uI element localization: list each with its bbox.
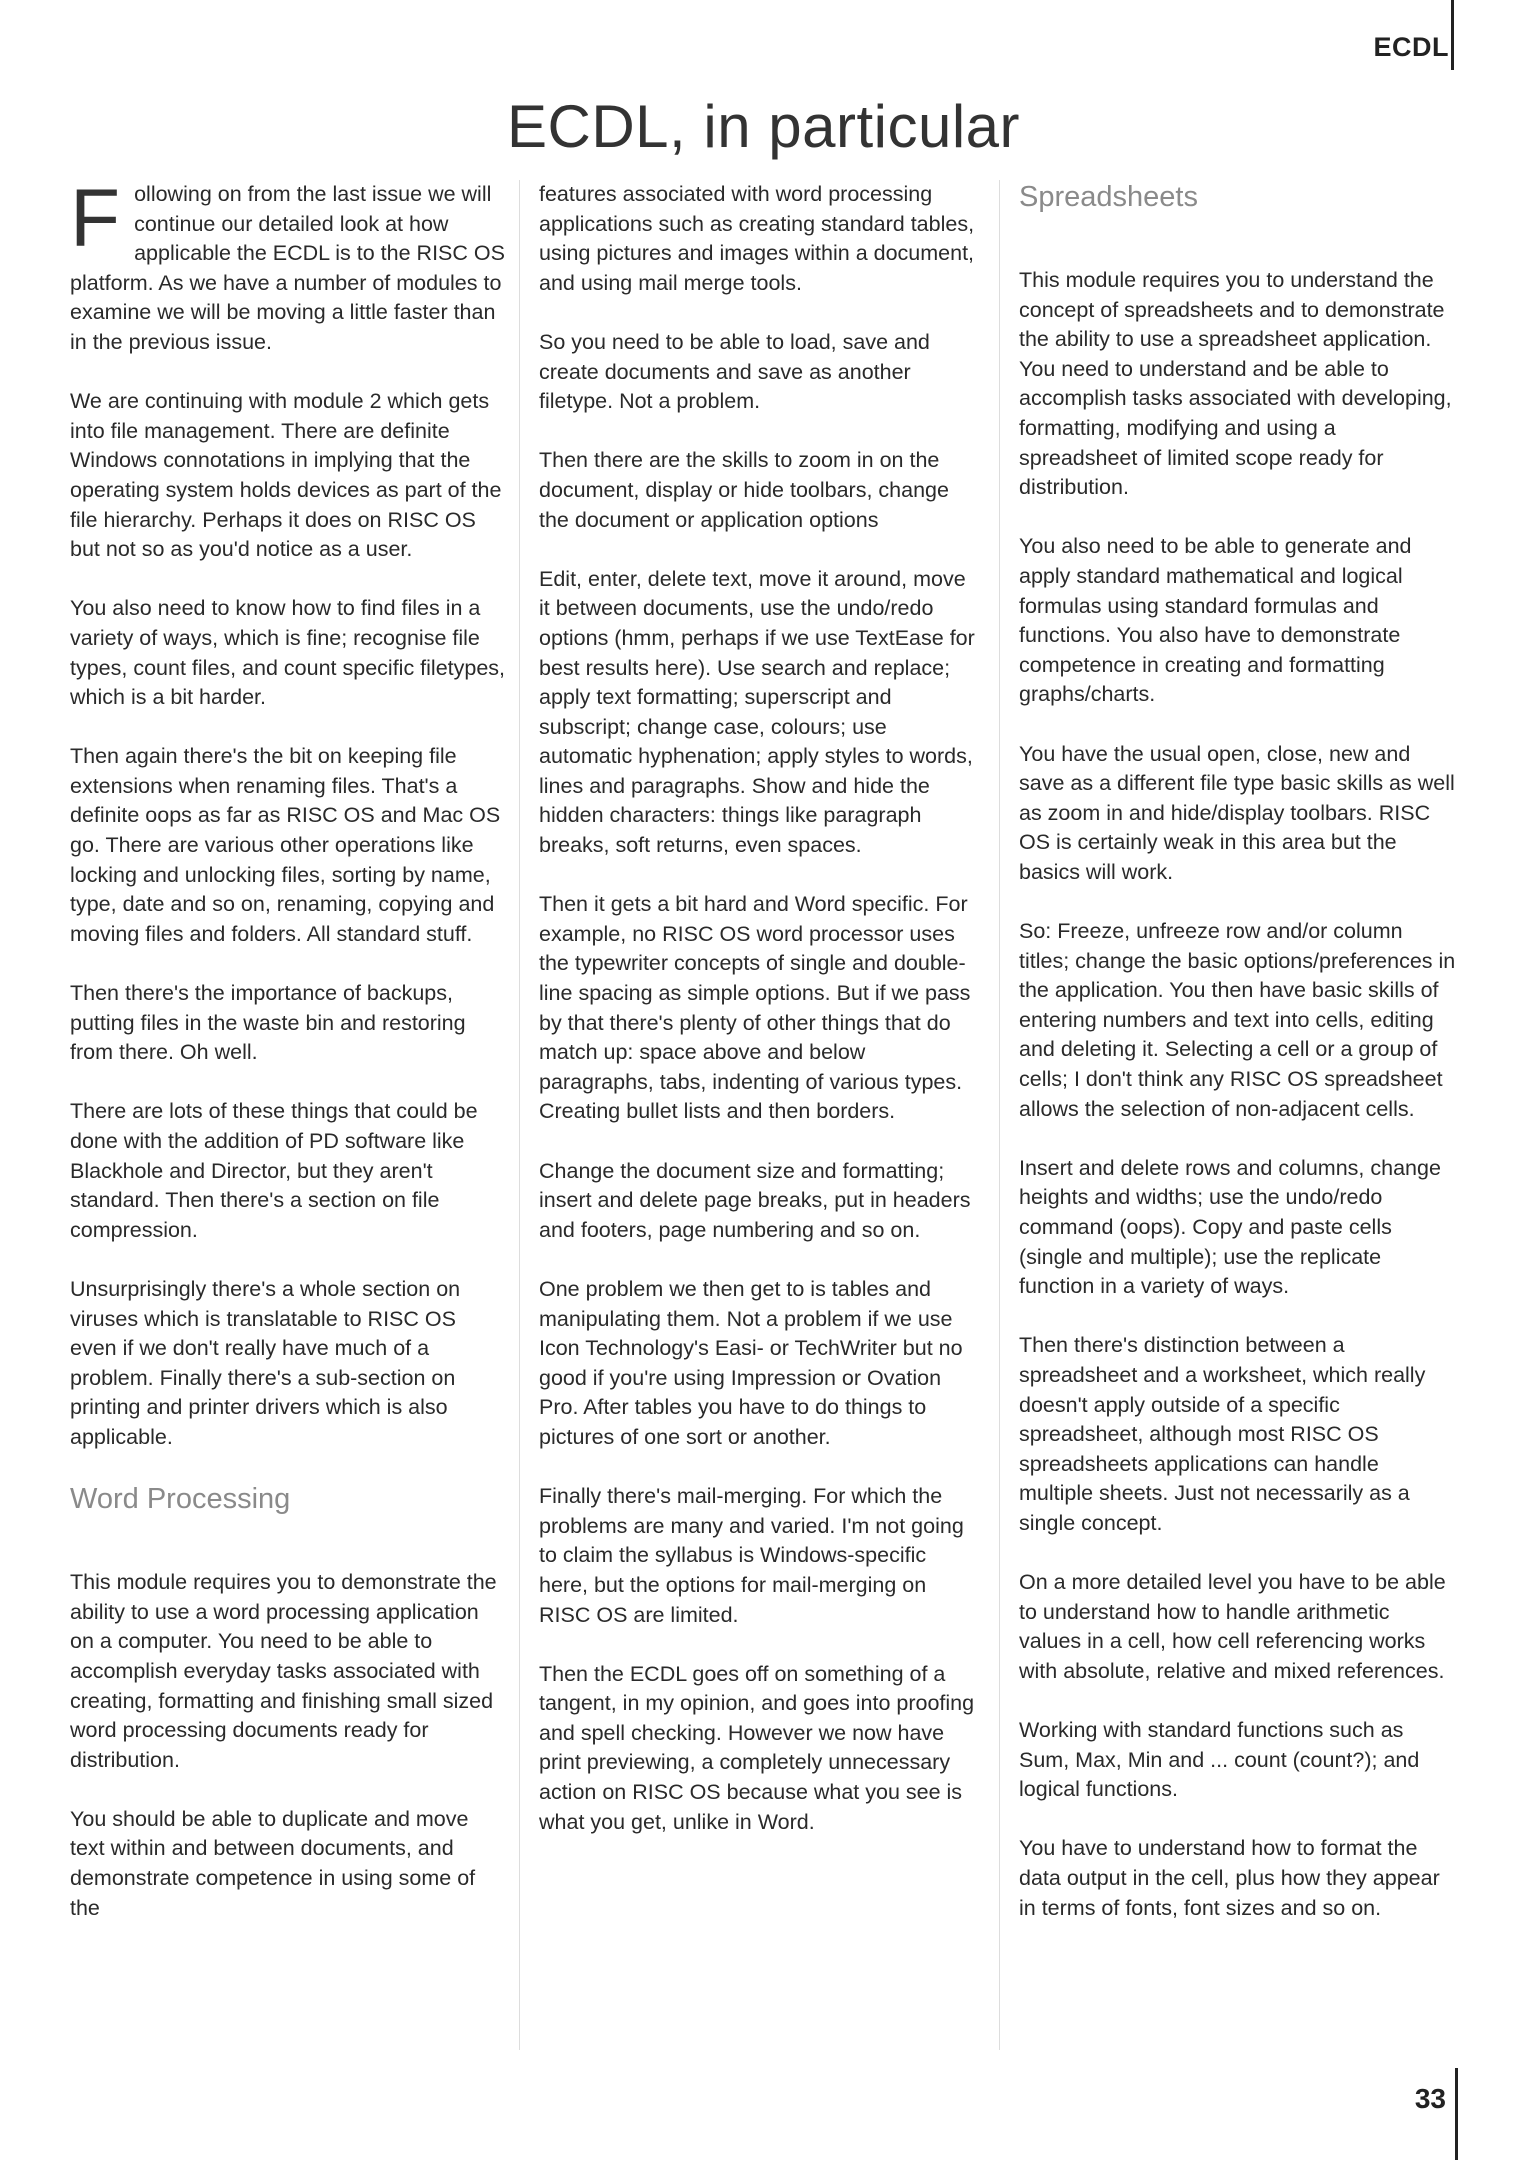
page-number: 33 <box>1414 2083 1446 2114</box>
paragraph: Edit, enter, delete text, move it around, move it between documents, use the undo/redo options (hmm, perhaps if we use TextEase for best results here). Use search and replace; apply text formatting; superscript and subscript; change case, colours; use automatic hyphenation; apply styles to words, lines and paragraphs. Show and hide the hidden characters: things like paragraph breaks, soft returns, even spaces. <box>539 566 975 858</box>
paragraph-text: ollowing on from the last issue we will continue our detailed look at how applicable the ECDL is to the RISC OS platform. As we have a number of modules to examine we will be moving a little faster than in the previous issue. <box>70 182 505 354</box>
footer-rule <box>1455 2068 1458 2160</box>
paragraph: Then it gets a bit hard and Word specific. For example, no RISC OS word processor uses the typewriter concepts of single and double-line spacing as simple options. But if we pass by that there's plenty of other things that do match up: space above and below paragraphs, tabs, indenting of various types. Creating bullet lists and then borders. <box>539 892 971 1124</box>
paragraph: We are continuing with module 2 which gets into file management. There are definite Windows connotations in implying that the operating system holds devices as part of the file hierarchy. Perhaps it does on RISC OS but not so as you'd notice as a user. <box>70 389 502 562</box>
paragraph: You also need to be able to generate and apply standard mathematical and logical formulas using standard formulas and functions. You also have to demonstrate competence in creating and formatting graphs/charts. <box>1019 534 1412 707</box>
paragraph: This module requires you to understand the concept of spreadsheets and to demonstrate the ability to use a spreadsheet application. You need to understand and be able to accomplish tasks associated with developing, formatting, modifying and using a spreadsheet of limited scope ready for distribution. <box>1019 268 1452 500</box>
paragraph: Then the ECDL goes off on something of a tangent, in my opinion, and goes into proofing and spell checking. However we now have print previewing, a completely unnecessary action on RISC OS because what you see is what you get, unlike in Word. <box>539 1661 975 1834</box>
paragraph: One problem we then get to is tables and manipulating them. Not a problem if we use Icon Technology's Easi- or TechWriter but no good if you're using Impression or Ovation Pro. After tables you have to do things to pictures of one sort or another. <box>539 1276 963 1449</box>
paragraph: Finally there's mail-merging. For which the problems are many and varied. I'm not going to claim the syllabus is Windows-specific here, but the options for mail-merging on RISC OS are limited. <box>539 1484 964 1627</box>
paragraph: On a more detailed level you have to be able to understand how to handle arithmetic values in a cell, how cell referencing works with absolute, relative and mixed references. <box>1019 1570 1446 1683</box>
paragraph: You have the usual open, close, new and save as a different file type basic skills as well as zoom in and hide/display toolbars. RISC OS is certainly weak in this area but the basics will work. <box>1019 741 1455 884</box>
paragraph: You also need to know how to find files in a variety of ways, which is fine; recognise file types, count files, and count specific filetypes, which is a bit harder. <box>70 596 506 710</box>
section-heading: Word Processing <box>70 1483 291 1516</box>
paragraph: There are lots of these things that could be done with the addition of PD software like Blackhole and Director, but they aren't standard. Then there's a section on file compression. <box>70 1099 478 1242</box>
section-heading: Spreadsheets <box>1019 181 1198 213</box>
column-divider <box>519 180 520 2050</box>
article-column-2 <box>539 180 976 1867</box>
paragraph: Insert and delete rows and columns, change heights and widths; use the undo/redo command (oops). Copy and paste cells (single and multiple); use the replicate function in a variety of ways. <box>1019 1155 1441 1299</box>
paragraph: features associated with word processing applications such as creating standard tables, using pictures and images within a document, and using mail merge tools. <box>539 182 975 295</box>
header-rule <box>1451 0 1454 70</box>
paragraph: So you need to be able to load, save and create documents and save as another filetype. Not a problem. <box>539 329 930 414</box>
page-title: ECDL, in particular <box>506 93 1021 160</box>
paragraph <box>70 173 507 358</box>
paragraph: This module requires you to demonstrate the ability to use a word processing application on a computer. You need to be able to accomplish everyday tasks associated with creating, formatting and finishing small sized word processing documents ready for distribution. <box>70 1570 497 1772</box>
section-label: ECDL <box>1373 32 1449 62</box>
paragraph: You should be able to duplicate and move text within and between documents, and demonstrate competence in using some of the <box>70 1806 476 1920</box>
article-column-1 <box>70 173 507 1953</box>
paragraph: Then again there's the bit on keeping file extensions when renaming files. That's a definite oops as far as RISC OS and Mac OS go. There are various other operations like locking and unlocking files, sorting by name, type, date and so on, renaming, copying and moving files and folders. All standard stuff. <box>70 744 501 946</box>
paragraph: Then there's the importance of backups, putting files in the waste bin and restoring from there. Oh well. <box>70 981 466 1065</box>
column-divider <box>999 180 1000 2050</box>
paragraph: So: Freeze, unfreeze row and/or column titles; change the basic options/preferences in the application. You then have basic skills of entering numbers and text into cells, editing and deleting it. Selecting a cell or a group of cells; I don't think any RISC OS spreadsheet allows the selection of non-adjacent cells. <box>1019 919 1456 1121</box>
drop-cap: F <box>70 173 121 264</box>
paragraph: Then there's distinction between a spreadsheet and a worksheet, which really doesn't apply outside of a specific spreadsheet, although most RISC OS spreadsheets applications can handle multiple sheets. Just not necessarily as a single concept. <box>1019 1333 1426 1535</box>
paragraph: Then there are the skills to zoom in on the document, display or hide toolbars, change the document or application options <box>539 448 949 532</box>
paragraph: Working with standard functions such as Sum, Max, Min and ... count (count?); and logical functions. <box>1019 1718 1420 1802</box>
paragraph: You have to understand how to format the data output in the cell, plus how they appear in terms of fonts, font sizes and so on. <box>1019 1836 1440 1920</box>
paragraph: Unsurprisingly there's a whole section on viruses which is translatable to RISC OS even if we don't really have much of a problem. Finally there's a sub-section on printing and printer drivers which is also applicable. <box>70 1276 461 1449</box>
article-column-3 <box>1019 180 1456 1953</box>
paragraph: Change the document size and formatting; insert and delete page breaks, put in headers and footers, page numbering and so on. <box>539 1158 971 1242</box>
